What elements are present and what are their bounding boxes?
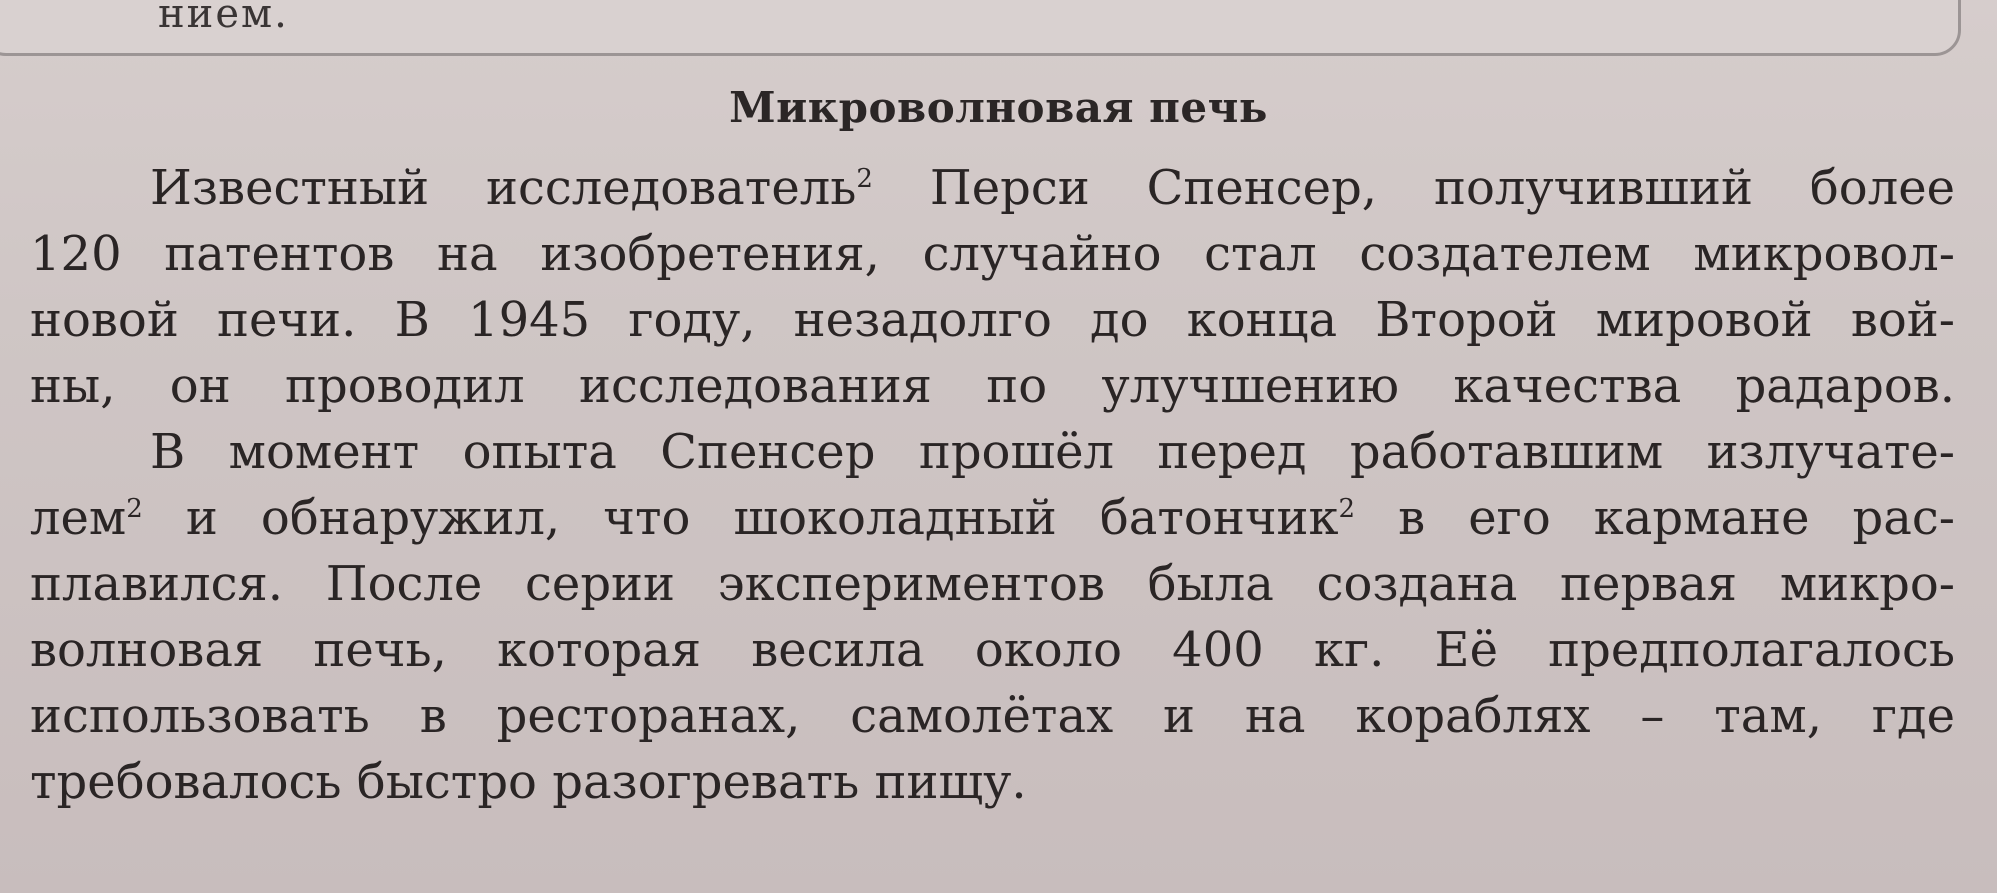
- previous-section-fragment: нием.: [158, 0, 289, 37]
- text-line-2: 120 патентов на изобретения, случайно стал создателем микровол-: [30, 226, 1955, 282]
- text-line-8: волновая печь, которая весила около 400 кг. Её предполагалось: [30, 622, 1955, 678]
- text-line-5: В момент опыта Спенсер прошёл перед работавшим излучате-: [150, 424, 1955, 480]
- text-line-7: плавился. После серии экспериментов была создана первая микро-: [30, 556, 1955, 612]
- text-line-4: ны, он проводил исследования по улучшению качества радаров.: [30, 358, 1955, 414]
- text-line-6: лем$^2$ и обнаружил, что шоколадный батончик$^2$ в его кармане рас-: [30, 490, 1955, 546]
- text-line-3: новой печи. В 1945 году, незадолго до конца Второй мировой вой-: [30, 292, 1955, 348]
- footnote-marker: 2: [126, 494, 143, 524]
- footnote-marker: 2: [856, 164, 873, 194]
- previous-section-box: [0, 0, 1961, 56]
- text-line-9: использовать в ресторанах, самолётах и на кораблях – там, где: [30, 688, 1955, 744]
- text-line-1: Известный исследователь$^2$ Перси Спенсер, получивший более: [150, 160, 1956, 216]
- footnote-marker: 2: [1338, 494, 1356, 524]
- section-title: Микроволновая печь: [729, 83, 1268, 132]
- text-line-10: требовалось быстро разогревать пищу.: [30, 754, 1027, 810]
